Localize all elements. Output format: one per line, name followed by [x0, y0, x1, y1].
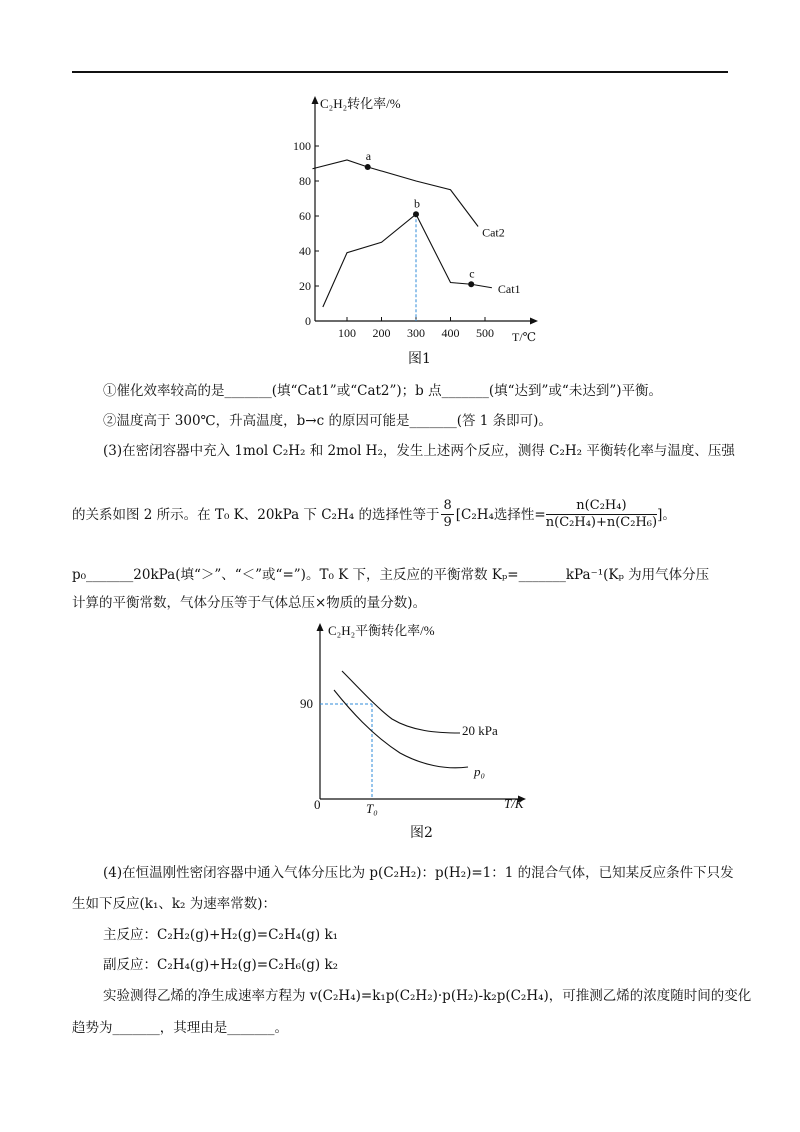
label-cat2: Cat2 [482, 225, 505, 240]
figure-1-chart [290, 88, 560, 343]
sel-num: n(C₂H₄) [546, 498, 657, 515]
point-label-b: b [414, 196, 420, 211]
fig2-origin: 0 [314, 797, 321, 812]
fig1-y-tick-label: 20 [299, 279, 311, 293]
figure-2-chart [296, 615, 536, 820]
fig1-y-axis-label: C₂H₂转化率/% [320, 96, 401, 111]
fig2-label-20kpa: 20 kPa [462, 723, 498, 738]
p4-line3: 实验测得乙烯的净生成速率方程为 v(C₂H₄)=k₁p(C₂H₂)·p(H₂)-k₂p(C₂H₄)，可推测乙烯的浓度随时间的变化 [103, 988, 752, 1004]
x-axis-arrow [530, 318, 538, 325]
frac-den: 9 [443, 515, 452, 530]
p3-line2-c: ]。 [657, 506, 676, 523]
series-line-cat2 [313, 160, 479, 227]
fig1-x-tick-label: 200 [372, 326, 391, 340]
fig2-x-axis-label: T/K [504, 796, 524, 811]
fig1-x-tick-label: 300 [407, 326, 425, 340]
point-c [468, 281, 474, 287]
fig1-y-tick-label: 0 [305, 314, 311, 328]
fig2-x-marker-t0: T₀ [366, 801, 378, 816]
figure-2 [296, 615, 536, 820]
p3-line2 [72, 498, 676, 531]
fig1-y-tick-label: 60 [299, 209, 311, 223]
side-reaction: 副反应：C₂H₄(g)+H₂(g)=C₂H₆(g) k₂ [103, 957, 339, 973]
point-label-c: c [469, 266, 475, 281]
fig1-points [365, 149, 475, 287]
main-reaction: 主反应：C₂H₂(g)+H₂(g)=C₂H₄(g) k₁ [103, 927, 339, 943]
fig2-label-p0: p₀ [474, 764, 486, 779]
point-label-a: a [365, 149, 372, 163]
fig2-y-axis-arrow [317, 623, 324, 631]
point-a [365, 164, 371, 170]
p3-line1: (3)在密闭容器中充入 1mol C₂H₂ 和 2mol H₂，发生上述两个反应，测得 C₂H₂ 平衡转化率与温度、压强 [103, 443, 735, 459]
p4-line1: (4)在恒温刚性密闭容器中通入气体分压比为 p(C₂H₂)：p(H₂)=1：1 的混合气体，已知某反应条件下只发 [103, 865, 734, 881]
selectivity-fraction [546, 498, 657, 531]
sel-den: n(C₂H₄)+n(C₂H₆) [545, 515, 658, 530]
series-line-cat1 [323, 214, 492, 307]
fig1-x-tick-label: 400 [441, 326, 460, 340]
y-axis-arrow [312, 96, 319, 104]
q2-text: ②温度高于 300℃，升高温度，b→c 的原因可能是_______(答 1 条即可)。 [103, 413, 552, 429]
p3-line2-a: 的关系如图 2 所示。在 T₀ K、20kPa 下 C₂H₄ 的选择性等于 [72, 506, 440, 523]
fig1-y-tick-label: 100 [293, 139, 311, 153]
fig1-x-axis-label: T/℃ [512, 330, 537, 343]
p3-line4: 计算的平衡常数，气体分压等于气体总压×物质的量分数)。 [72, 595, 427, 611]
fig2-y-tick-90: 90 [300, 696, 313, 711]
fig1-x-tick-label: 100 [338, 326, 356, 340]
label-cat1: Cat1 [497, 281, 521, 296]
p3-line3: p₀_______20kPa(填“＞”、“＜”或“=”)。T₀ K 下，主反应的平衡常数 Kₚ=_______kPa⁻¹(Kₚ 为用气体分压 [72, 567, 710, 583]
fig2-y-axis-label: C₂H₂平衡转化率/% [328, 623, 435, 638]
q1-text: ①催化效率较高的是_______(填“Cat1”或“Cat2”)；b 点_______(填“达到”或“未达到”)平衡。 [103, 383, 662, 399]
point-b [413, 211, 419, 217]
fig1-y-tick-label: 80 [299, 174, 311, 188]
fig2-curve-20kpa [342, 671, 460, 733]
header-rule [72, 71, 728, 73]
frac-num: 8 [443, 498, 452, 513]
fig2-curve-p0 [334, 690, 468, 768]
fig1-x-tick-label: 500 [476, 326, 494, 340]
fraction-8-9 [441, 498, 453, 531]
p4-line2: 生如下反应(k₁、k₂ 为速率常数)： [72, 896, 277, 912]
figure-1 [290, 88, 560, 343]
p3-line2-b: [C₂H₄选择性= [455, 506, 546, 523]
figure-2-caption: 图2 [410, 825, 433, 841]
p4-line4: 趋势为_______，其理由是_______。 [72, 1020, 288, 1036]
fig1-series [313, 160, 492, 307]
figure-1-caption: 图1 [408, 351, 431, 367]
fig1-y-tick-label: 40 [299, 244, 311, 258]
